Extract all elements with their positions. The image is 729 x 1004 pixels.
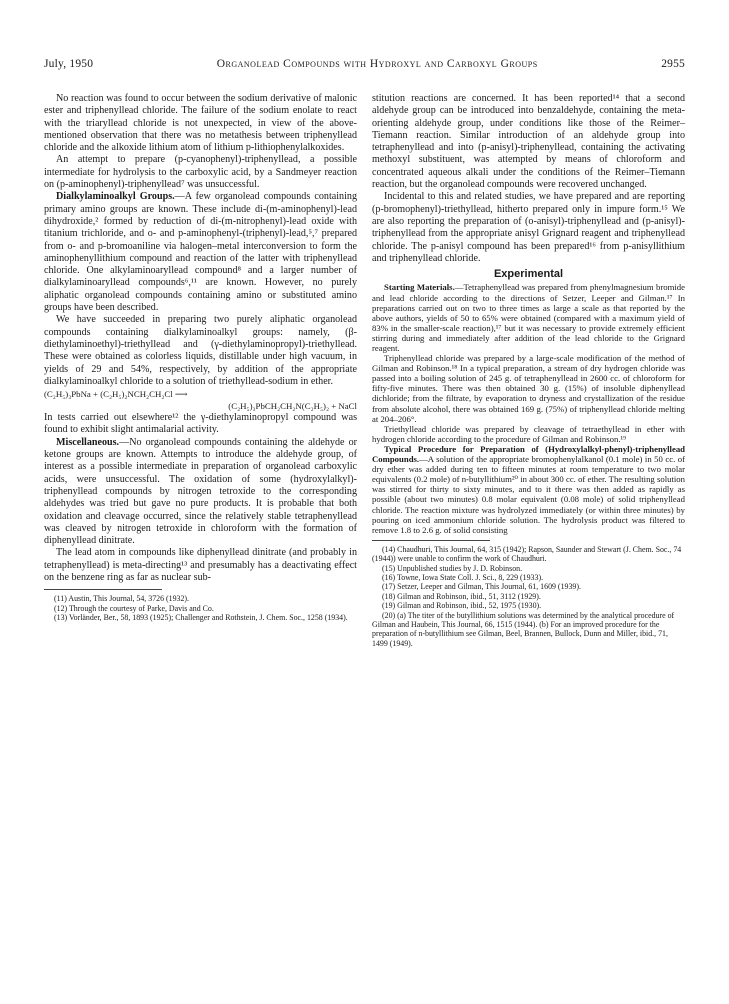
left-column xyxy=(44,93,357,623)
page-number: 2955 xyxy=(661,58,685,70)
footnote: (15) Unpublished studies by J. D. Robinson. xyxy=(382,563,523,573)
footnote-divider xyxy=(372,540,490,541)
equation-line: (C₂H₅)₃PbCH₂CH₂N(C₂H₅)₂ + NaCl xyxy=(228,401,357,412)
running-title: Organolead Compounds with Hydroxyl and Carboxyl Groups xyxy=(216,58,538,70)
paragraph: We have succeeded in preparing two purely aliphatic organolead compounds containing dialkylaminoalkyl groups: namely, (β-diethylaminoethyl)-triethyllead and (γ-diethylaminopropyl)-triethyllead. These were obtained as colorless liquids, distillable under high vacuum, in yields of 29 and 54%, respectively, by addition of the appropriate dialkylaminoalkyl chloride to a solution of triethyllead-sodium in ether. xyxy=(44,314,357,387)
paragraph: The lead atom in compounds like diphenyllead dinitrate (and probably in tetraphenyllead) is meta-directing¹³ and presumably has a deactivating effect on the benzene ring as far as nuclear sub- xyxy=(44,547,357,583)
footnote: (18) Gilman and Robinson, ibid., 51, 3112 (1929). xyxy=(382,591,541,601)
footnote: (20) (a) The titer of the butyllithium solutions was determined by the analytical procedure of Gilman and Haubein, This Journal, 66, 1515 (1944). (b) For an improved procedure for the preparation of n-butyllithium see Gilman, Beel, Brannen, Bullock, Dunn and Miller, ibid., 71, 1499 (1949). xyxy=(372,610,675,648)
footnote: (17) Setzer, Leeper and Gilman, This Journal, 61, 1609 (1939). xyxy=(382,582,581,592)
footnote: (14) Chaudhuri, This Journal, 64, 315 (1942); Rapson, Saunder and Stewart (J. Chem. Soc., 74 (1944)) were unable to confirm the work of Chaudhuri. xyxy=(372,544,682,564)
paragraph: Incidental to this and related studies, we have prepared and are reporting (p-bromophenyl)-triethyllead, hitherto prepared only in impure form.¹⁵ We are also reporting the preparation of (o-anisyl)-triphenyllead and (p-anisyl)-triphenyllead from the appropriate anisyl Grignard reagent and triphenyllead chloride. The p-anisyl compound has been prepared¹⁶ from p-anisyllithium and triphenyllead chloride. xyxy=(372,191,685,264)
footnote: (19) Gilman and Robinson, ibid., 52, 1975 (1930). xyxy=(382,601,542,611)
right-column xyxy=(372,93,685,648)
paragraph: No reaction was found to occur between the sodium derivative of malonic ester and triphenyllead chloride. The failure of the sodium enolate to react with the triaryllead chloride is not unexpected, in view of the above-mentioned observation that there was no metathesis between triphenyllead chloride and the alkoxide lithium atom of lithium p-lithiophenylalkoxides. xyxy=(44,93,357,154)
page-header xyxy=(44,58,685,74)
paragraph: Miscellaneous.—No organolead compounds containing the aldehyde or ketone groups are known. Attempts to introduce the aldehyde group, of interest as a possible intermediate in preparation of organolead carboxylic acids, were unsuccessful. The oxidation of some (hydroxylalkyl)-triphenyllead compounds by nitrogen tetroxide to the corresponding aldehydes was tried but gave no pure products. It is probable that both oxidation and cleavage occurred, since the relatively stable tetraphenyllead was cleaved by nitrogen tetroxide in chloroform with the formation of diphenyllead dinitrate. xyxy=(44,436,357,547)
footnote: (12) Through the courtesy of Parke, Davis and Co. xyxy=(54,603,214,613)
paragraph: stitution reactions are concerned. It has been reported¹⁴ that a second aldehyde group can be introduced into benzaldehyde, containing the meta-orienting aldehyde group, under conditions like those of the Reimer–Tiemann reaction. Similar introduction of an aldehyde group into tetraphenyllead and into (p-anisyl)-triphenyllead, containing the activating methoxyl substituent, was attempted by means of chloroform and concentrated aqueous alkali under the conditions of the Reimer–Tiemann reaction, but the organolead compounds were recovered unchanged. xyxy=(372,93,685,191)
run-in-heading: Dialkylaminoalkyl Groups. xyxy=(56,191,175,203)
footnotes xyxy=(44,594,357,622)
run-in-heading: Typical Procedure for Preparation of (Hydroxylalkyl-phenyl)-triphenyllead Compounds. xyxy=(372,443,685,465)
footnote: (11) Austin, This Journal, 54, 3726 (1932). xyxy=(54,594,190,604)
paragraph: An attempt to prepare (p-cyanophenyl)-triphenyllead, a possible intermediate for hydrolysis to the carboxylic acid, by a Sandmeyer reaction on (p-aminophenyl)-triphenyllead⁷ was unsuccessful. xyxy=(44,154,357,191)
paragraph: Triphenyllead chloride was prepared by a large-scale modification of the method of Gilman and Robinson.¹⁸ In a typical preparation, a stream of dry hydrogen chloride was passed into a boiling solution of 245 g. of tetraphenyllead in 2600 cc. of chloroform for fifty-five minutes. There was then obtained 30 g. (15%) of insoluble diphenyllead dichloride; from the filtrate, by evaporation to dryness and crystallization of the residue from absolute alcohol, there was obtained 169 g. (75%) of triphenyllead chloride melting at 204–206°. xyxy=(372,353,685,424)
equation-line: (C₂H₅)₃PbNa + (C₂H₅)₂NCH₂CH₂Cl ⟶ xyxy=(44,389,188,400)
footnote: (16) Towne, Iowa State Coll. J. Sci., 8, 229 (1933). xyxy=(382,573,544,583)
footnote-divider xyxy=(44,589,162,590)
section-title: Experimental xyxy=(493,268,564,281)
paragraph: Typical Procedure for Preparation of (Hydroxylalkyl-phenyl)-triphenyllead Compounds.—A solution of the appropriate bromophenylalkanol (0.1 mole) in 50 cc. of dry ether was added during ten to fifteen minutes at room temperature to two molar equivalents (0.2 mole) of n-butyllithium²⁰ in about 300 cc. of ether. The resulting solution was stirred for thirty to sixty minutes, and to it there was then added as rapidly as possible (about two minutes) 0.8 molar equivalent (0.08 mole) of solid triphenyllead chloride. The reaction mixture was hydrolyzed immediately (or within three minutes) by pouring on iced ammonium chloride solution. The hydrolysis product was filtered to remove 1.8 to 2.6 g. of solid consisting xyxy=(372,443,685,535)
experimental-section xyxy=(372,282,685,534)
footnote: (13) Vorländer, Ber., 58, 1893 (1925); Challenger and Rothstein, J. Chem. Soc., 1258 (1934). xyxy=(54,613,348,623)
reaction-equation xyxy=(44,388,357,412)
paragraph: Triethyllead chloride was prepared by cleavage of tetraethyllead in ether with hydrogen chloride according to the procedure of Gilman and Robinson.¹⁹ xyxy=(372,423,685,444)
run-in-heading: Miscellaneous. xyxy=(56,436,120,448)
footnotes xyxy=(372,545,685,648)
paragraph: Dialkylaminoalkyl Groups.—A few organolead compounds containing primary amino groups are known. These include di-(m-aminophenyl)-lead dihydroxide,² formed by reduction of di-(m-nitrophenyl)-lead oxide with titanium trichloride, and o- and p-aminophenyl-(triphenyl)-lead,⁵,⁷ prepared from o- and p-bromoaniline via halogen–metal interconversion to form the aminophenyllithium compound and reaction of the latter with triphenyllead chloride. One alkylaminoaryllead compound⁸ and a larger number of dialkylaminoaryllead compounds⁶,¹¹ are known. However, no purely aliphatic organolead compounds containing amino or substituted amino groups have been described. xyxy=(44,191,358,314)
paragraph: Starting Materials.—Tetraphenyllead was prepared from phenylmagnesium bromide and lead chloride according to the directions of Setzer, Leeper and Gilman.¹⁷ In preparations carried out on two to three times as large a scale as that reported by the above authors, yields of 50 to 65% were obtained (compared with a maximum yield of 83% in the smaller-scale reaction),¹⁷ but it was necessary to provide extremely efficient stirring during and immediately after addition of the lead chloride to the Grignard reagent. xyxy=(372,282,686,354)
paragraph: In tests carried out elsewhere¹² the γ-diethylaminopropyl compound was found to exhibit slight antimalarial activity. xyxy=(44,412,357,436)
run-in-heading: Starting Materials. xyxy=(384,282,455,293)
issue-date: July, 1950 xyxy=(44,58,94,70)
